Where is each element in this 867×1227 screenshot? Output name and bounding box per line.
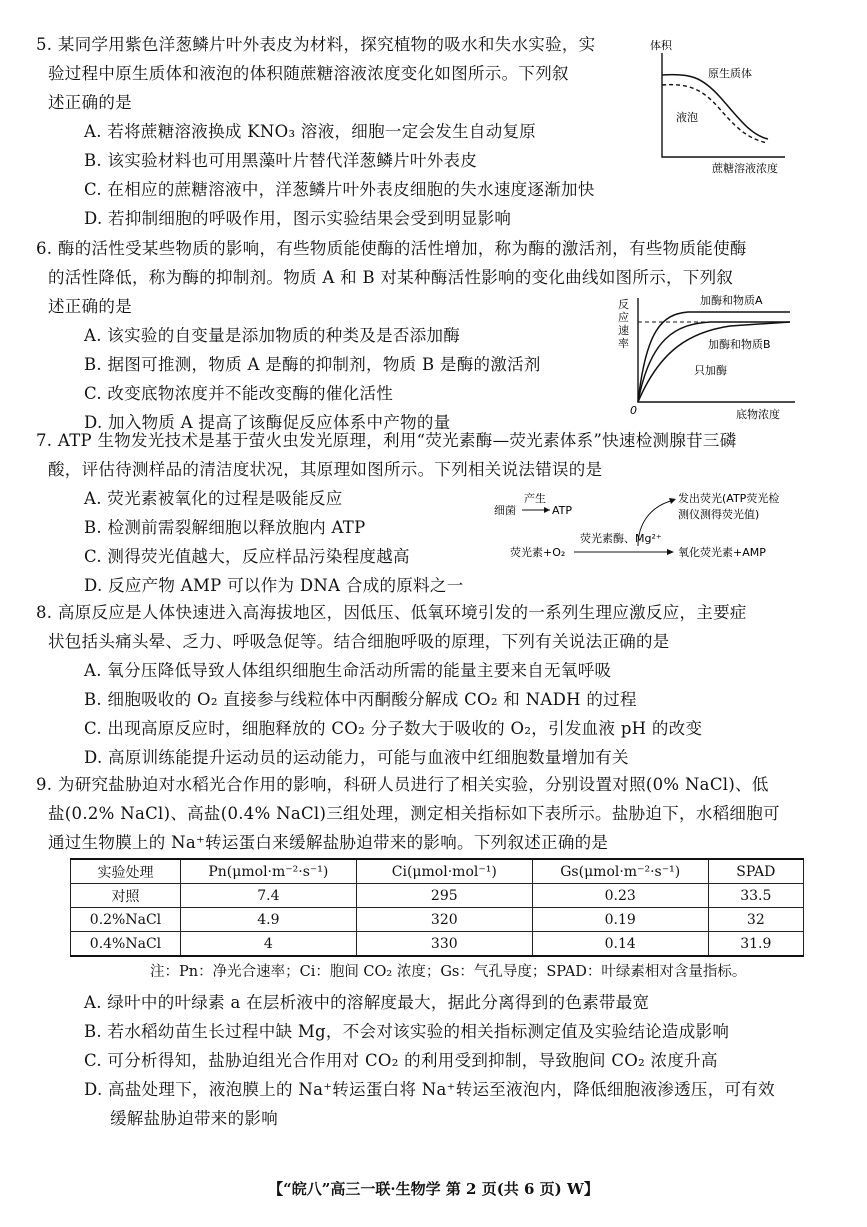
table-footnote: 注：Pn：净光合速率；Ci：胞间 CO₂ 浓度；Gs：气孔导度；SPAD：叶绿素相对含量指标。 (150, 964, 747, 980)
curve-c-label: 只加酶 (694, 364, 727, 377)
question-8-option-a: A. 氧分压降低导致人体组织细胞生命活动所需的能量主要来自无氧呼吸 (84, 661, 612, 680)
product-label: 氧化荧光素+AMP (678, 546, 766, 559)
table-header-cell: Ci(μmol·mol⁻¹) (356, 859, 532, 884)
question-7-option-a: A. 荧光素被氧化的过程是吸能反应 (84, 489, 343, 508)
curve-enzyme-plus-a (638, 312, 790, 402)
table-cell: 0.19 (532, 908, 708, 932)
question-6-stem-line: 的活性降低，称为酶的抑制剂。物质 A 和 B 对某种酶活性影响的变化曲线如图所示，下列叙 (48, 268, 734, 287)
table-cell: 320 (356, 908, 532, 932)
question-7-stem-line: 酸，评估待测样品的清洁度状况，其原理如图所示。下列相关说法错误的是 (48, 460, 603, 479)
x-axis-label: 蔗糖溶液浓度 (712, 162, 778, 175)
table-cell: 对照 (71, 884, 181, 908)
y-axis-label-part: 应 (618, 311, 629, 324)
question-6-enzyme-graph (610, 290, 800, 425)
table-cell: 0.2%NaCl (71, 908, 181, 932)
question-9-stem-line: 通过生物膜上的 Na⁺转运蛋白来缓解盐胁迫带来的影响。下列叙述正确的是 (48, 833, 609, 852)
question-8-stem-line: 8. 高原反应是人体快速进入高海拔地区，因低压、低氧环境引发的一系列生理应激反应，主要症 (36, 603, 747, 622)
atp-label: ATP (552, 504, 573, 517)
question-9 (36, 770, 780, 857)
question-9-option-d: D. 高盐处理下，液泡膜上的 Na⁺转运蛋白将 Na⁺转运至液泡内，降低细胞液渗透压，可有效 (84, 1080, 775, 1099)
protoplast-curve (662, 75, 768, 139)
table-row (71, 932, 804, 957)
table-cell: 0.23 (532, 884, 708, 908)
question-6-option-a: A. 该实验的自变量是添加物质的种类及是否添加酶 (84, 326, 461, 345)
question-9-data-table (70, 858, 804, 957)
table-row (71, 884, 804, 908)
table-cell: 0.14 (532, 932, 708, 957)
question-9-option-b: B. 若水稻幼苗生长过程中缺 Mg，不会对该实验的相关指标测定值及实验结论造成影响 (84, 1022, 730, 1041)
origin-label: 0 (630, 404, 637, 417)
table-row (71, 908, 804, 932)
question-5-stem-line: 述正确的是 (48, 93, 132, 112)
table-cell: 7.4 (180, 884, 356, 908)
question-8 (36, 598, 747, 772)
question-9-option-a: A. 绿叶中的叶绿素 a 在层析液中的溶解度最大，据此分离得到的色素带最宽 (84, 993, 650, 1012)
question-5-option-d: D. 若抑制细胞的呼吸作用，图示实验结果会受到明显影响 (84, 209, 512, 228)
question-6-stem-line: 述正确的是 (48, 297, 132, 316)
question-8-stem-line: 状包括头痛头晕、乏力、呼吸急促等。结合细胞呼吸的原理，下列有关说法正确的是 (48, 632, 670, 651)
question-7-option-b: B. 检测前需裂解细胞以释放胞内 ATP (84, 518, 366, 537)
curve-enzyme-only (638, 322, 790, 402)
question-6-stem-line: 6. 酶的活性受某些物质的影响，有些物质能使酶的活性增加，称为酶的激活剂，有些物质能使酶 (36, 239, 747, 258)
table-header-row (71, 859, 804, 884)
table-cell: 33.5 (708, 884, 803, 908)
enzyme-label: 荧光素酶、Mg²⁺ (580, 532, 662, 545)
question-7-option-d: D. 反应产物 AMP 可以作为 DNA 合成的原料之一 (84, 576, 464, 595)
question-5-option-b: B. 该实验材料也可用黑藻叶片替代洋葱鳞片叶外表皮 (84, 151, 478, 170)
question-7-option-c: C. 测得荧光值越大，反应样品污染程度越高 (84, 547, 410, 566)
question-8-option-b: B. 细胞吸收的 O₂ 直接参与线粒体中丙酮酸分解成 CO₂ 和 NADH 的过程 (84, 690, 637, 709)
curve-b-label: 加酶和物质B (708, 338, 771, 351)
light-label-line2: 测仪测得荧光值) (678, 508, 760, 521)
vacuole-label: 液泡 (676, 111, 698, 124)
table-cell: 4.9 (180, 908, 356, 932)
curve-a-label: 加酶和物质A (700, 294, 763, 307)
question-9-stem-line: 盐(0.2% NaCl)、高盐(0.4% NaCl)三组处理，测定相关指标如下表所示。盐胁迫下，水稻细胞可 (48, 804, 780, 823)
question-5-volume-graph (650, 35, 790, 175)
table-cell: 0.4%NaCl (71, 932, 181, 957)
page-footer: 【“皖八”高三一联·生物学 第 2 页(共 6 页) W】 (268, 1180, 599, 1198)
table-cell: 4 (180, 932, 356, 957)
table-header-cell: Gs(μmol·m⁻²·s⁻¹) (532, 859, 708, 884)
question-6-option-c: C. 改变底物浓度并不能改变酶的催化活性 (84, 384, 394, 403)
question-8-option-c: C. 出现高原反应时，细胞释放的 CO₂ 分子数大于吸收的 O₂，引发血液 pH 的改变 (84, 719, 703, 738)
question-9-stem-line: 9. 为研究盐胁迫对水稻光合作用的影响，科研人员进行了相关实验，分别设置对照(0% NaCl)、低 (36, 775, 769, 794)
bacteria-label: 细菌 (494, 504, 516, 517)
table-cell: 32 (708, 908, 803, 932)
table-cell: 330 (356, 932, 532, 957)
y-axis-label-part: 速 (618, 324, 629, 337)
question-5-option-c: C. 在相应的蔗糖溶液中，洋葱鳞片叶外表皮细胞的失水速度逐渐加快 (84, 180, 595, 199)
question-7-stem-line: 7. ATP 生物发光技术是基于萤火虫发光原理，利用“荧光素酶—荧光素体系”快速检测腺苷三磷 (36, 431, 737, 450)
question-9-option-c: C. 可分析得知，盐胁迫组光合作用对 CO₂ 的利用受到抑制，导致胞间 CO₂ 浓度升高 (84, 1051, 718, 1070)
table-cell: 295 (356, 884, 532, 908)
arrowhead (667, 549, 674, 555)
light-label-line1: 发出荧光(ATP荧光检 (678, 492, 780, 505)
question-6-option-b: B. 据图可推测，物质 A 是酶的抑制剂，物质 B 是酶的激活剂 (84, 355, 541, 374)
table-header-cell: Pn(μmol·m⁻²·s⁻¹) (180, 859, 356, 884)
question-9-options (36, 988, 775, 1133)
arrowhead (544, 507, 550, 513)
table-cell: 31.9 (708, 932, 803, 957)
question-5-option-a: A. 若将蔗糖溶液换成 KNO₃ 溶液，细胞一定会发生自动复原 (84, 122, 537, 141)
question-5-stem-line: 验过程中原生质体和液泡的体积随蔗糖溶液浓度变化如图所示。下列叙 (48, 64, 569, 83)
arrowhead (669, 498, 676, 504)
y-axis-label: 体积 (650, 39, 672, 52)
question-7-reaction-diagram (488, 488, 808, 568)
question-9-option-d-continued: 缓解盐胁迫带来的影响 (110, 1109, 278, 1128)
question-5 (36, 30, 596, 233)
x-axis-label: 底物浓度 (736, 408, 780, 421)
question-6-option-d: D. 加入物质 A 提高了该酶促反应体系中产物的量 (84, 413, 451, 432)
question-5-stem-line: 5. 某同学用紫色洋葱鳞片叶外表皮为材料，探究植物的吸水和失水实验，实 (36, 35, 596, 54)
y-axis-label-part: 率 (618, 337, 629, 350)
substrate-label: 荧光素+O₂ (510, 546, 566, 559)
table-header-cell: 实验处理 (71, 859, 181, 884)
produce-label: 产生 (524, 492, 546, 505)
question-8-option-d: D. 高原训练能提升运动员的运动能力，可能与血液中红细胞数量增加有关 (84, 748, 629, 767)
protoplast-label: 原生质体 (708, 67, 752, 80)
table-header-cell: SPAD (708, 859, 803, 884)
y-axis-label-part: 反 (618, 298, 629, 311)
